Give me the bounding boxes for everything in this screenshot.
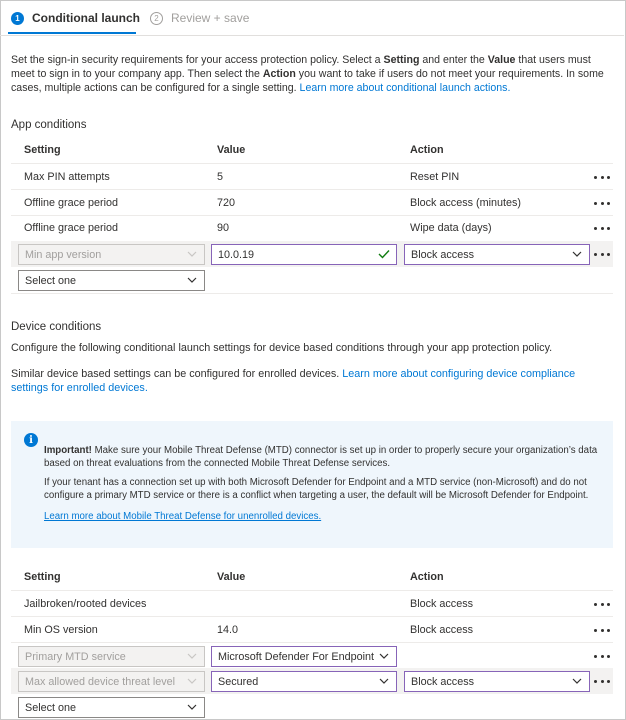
device-conditions-title: Device conditions (11, 321, 102, 333)
device-enrolled-note (11, 367, 611, 395)
intro-text-part: and enter the (419, 54, 488, 66)
chevron-down-icon (187, 702, 197, 712)
threat-level-action-dropdown[interactable] (404, 671, 590, 692)
more-options-icon[interactable] (594, 651, 610, 661)
divider (11, 616, 613, 617)
learn-more-conditional-launch-link[interactable]: Learn more about conditional launch actions. (299, 82, 511, 94)
dropdown-value: Min app version (25, 248, 102, 261)
dropdown-placeholder: Select one (25, 274, 77, 287)
row-action: Block access (410, 624, 474, 636)
more-options-icon[interactable] (594, 249, 610, 259)
step-conditional-launch[interactable] (11, 8, 140, 28)
dropdown-value: Block access (411, 675, 475, 688)
checkmark-icon (378, 249, 390, 262)
chevron-down-icon (379, 651, 389, 661)
more-options-icon[interactable] (594, 676, 610, 686)
chevron-down-icon (187, 249, 197, 259)
chevron-down-icon (379, 676, 389, 686)
more-options-icon[interactable] (594, 223, 610, 233)
divider (11, 215, 613, 216)
dropdown-placeholder: Select one (25, 701, 77, 714)
intro-text-part: you want to take if users do not meet your requirements. In some cases, multiple actions can be configured for a single setting. (11, 68, 604, 94)
row-value: 5 (217, 171, 224, 183)
info-paragraph: If your tenant has a connection set up with both Microsoft Defender for Endpoint and a MTD service (non-Microsoft) and do not configure a primary MTD service or there is a conflict when targeting a user, the default will be Microsoft Defender for Endpoint. (44, 477, 589, 501)
more-options-icon[interactable] (594, 599, 610, 609)
dropdown-value: Primary MTD service (25, 650, 126, 663)
setting-dropdown (18, 244, 205, 265)
mtd-info-box (11, 421, 613, 548)
row-setting: Offline grace period (24, 222, 119, 234)
row-action: Wipe data (days) (410, 222, 492, 234)
wizard-steps (0, 0, 624, 36)
step-review-save[interactable] (150, 8, 249, 28)
dropdown-value: Secured (218, 675, 259, 688)
row-action: Block access (minutes) (410, 197, 522, 209)
step-label: Conditional launch (32, 11, 140, 25)
info-text (44, 444, 600, 529)
column-header-setting: Setting (24, 571, 61, 583)
app-conditions-title: App conditions (11, 119, 87, 131)
step-number: 2 (150, 12, 163, 25)
learn-more-device-compliance-link[interactable]: Learn more about configuring device compliance settings for enrolled devices. (11, 368, 576, 394)
divider (11, 642, 613, 643)
info-paragraph: Make sure your Mobile Threat Defense (MTD) connector is set up in order to properly secure your organization’s data based on threat evaluations from the connected Mobile Threat Defense services. (44, 445, 598, 469)
device-conditions-description: Configure the following conditional launch settings for device based conditions through your app protection policy. (11, 342, 553, 354)
column-header-action: Action (410, 571, 444, 583)
divider (11, 590, 613, 591)
intro-text-part: that users must meet to sign in to your company app. Then select the (11, 54, 591, 80)
dropdown-value: Block access (411, 248, 475, 261)
intro-bold: Action (262, 68, 296, 80)
more-options-icon[interactable] (594, 172, 610, 182)
intro-bold: Value (487, 54, 516, 66)
intro-text-part: Set the sign-in security requirements for your access protection policy. Select a (11, 54, 384, 66)
column-header-setting: Setting (24, 144, 61, 156)
new-device-setting-dropdown[interactable] (18, 697, 205, 718)
row-value: 14.0 (217, 624, 239, 636)
row-action: Block access (410, 598, 474, 610)
row-value: 720 (217, 197, 236, 209)
dropdown-value: Max allowed device threat level (25, 675, 176, 688)
new-setting-dropdown[interactable] (18, 270, 205, 291)
more-options-icon[interactable] (594, 198, 610, 208)
primary-mtd-setting-dropdown (18, 646, 205, 667)
active-step-indicator (8, 32, 136, 34)
intro-bold: Setting (383, 54, 420, 66)
chevron-down-icon (187, 651, 197, 661)
step-number: 1 (11, 12, 24, 25)
chevron-down-icon (572, 249, 582, 259)
chevron-down-icon (187, 676, 197, 686)
column-header-value: Value (217, 144, 246, 156)
chevron-down-icon (187, 275, 197, 285)
primary-mtd-value-dropdown[interactable] (211, 646, 397, 667)
row-setting: Jailbroken/rooted devices (24, 598, 147, 610)
divider (11, 163, 613, 164)
step-label: Review + save (171, 11, 250, 25)
chevron-down-icon (572, 676, 582, 686)
info-icon: i (24, 433, 38, 447)
intro-text (11, 53, 616, 95)
threat-level-value-dropdown[interactable] (211, 671, 397, 692)
note-text: Similar device based settings can be configured for enrolled devices. (11, 368, 343, 380)
row-setting: Min OS version (24, 624, 98, 636)
divider (11, 293, 613, 294)
learn-more-mtd-link[interactable]: Learn more about Mobile Threat Defense for unenrolled devices. (44, 511, 322, 522)
divider (11, 189, 613, 190)
value-input[interactable] (211, 244, 397, 265)
more-options-icon[interactable] (594, 625, 610, 635)
action-dropdown[interactable] (404, 244, 590, 265)
row-action: Reset PIN (410, 171, 460, 183)
column-header-action: Action (410, 144, 444, 156)
row-setting: Offline grace period (24, 197, 119, 209)
info-bold: Important! (44, 445, 92, 456)
row-setting: Max PIN attempts (24, 171, 110, 183)
dropdown-value: Microsoft Defender For Endpoint (218, 650, 375, 663)
threat-level-setting-dropdown (18, 671, 205, 692)
row-value: 90 (217, 222, 230, 234)
column-header-value: Value (217, 571, 246, 583)
input-value: 10.0.19 (218, 248, 255, 261)
